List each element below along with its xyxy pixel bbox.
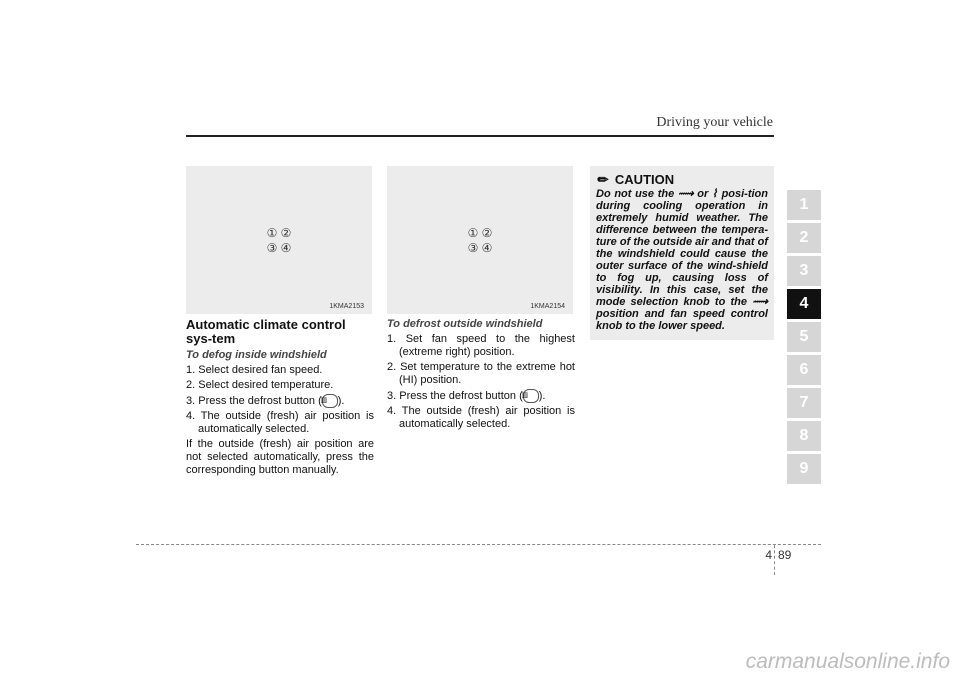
- figure-callouts-bottom: ③ ④: [266, 241, 292, 255]
- page-number: 89: [778, 548, 792, 562]
- chapter-tab-4[interactable]: 4: [787, 289, 821, 319]
- chapter-tab-9[interactable]: 9: [787, 454, 821, 484]
- chapter-number: 4: [765, 548, 772, 562]
- step-4: 4. The outside (fresh) air position is automatically selected.: [387, 405, 575, 430]
- pencil-icon: ✎: [593, 170, 613, 189]
- chapter-tab-2[interactable]: 2: [787, 223, 821, 253]
- caution-title: CAUTION: [614, 172, 675, 187]
- figure-code: 1KMA2153: [329, 303, 364, 310]
- caution-body: Do not use the ⟿ or ⌇ posi-tion during cooling operation in extremely humid weather. The difference between the tempera-ture of the outside air and that of the windshield could cause the outer surface of the wind-shield to fog up, causing loss of visibility. In this case, set the mode selection knob to the ⟿ position and fan speed control knob to the lower speed.: [596, 188, 768, 332]
- chapter-tabs: [787, 190, 821, 487]
- paragraph-note: If the outside (fresh) air position are not selected automatically, press the corresponding button manually.: [186, 438, 374, 476]
- chapter-tab-1[interactable]: 1: [787, 190, 821, 220]
- subheading-defog: To defog inside windshield: [186, 349, 327, 361]
- figure-callouts-top: ① ②: [266, 226, 292, 240]
- chapter-tab-5[interactable]: 5: [787, 322, 821, 352]
- figure-climate-panel-2: [387, 166, 573, 314]
- step-4: 4. The outside (fresh) air position is automatically selected.: [186, 410, 374, 435]
- watermark: carmanualsonline.info: [745, 650, 950, 673]
- defrost-icon: ▥: [523, 389, 539, 403]
- column-defog: [186, 318, 374, 477]
- chapter-tab-3[interactable]: 3: [787, 256, 821, 286]
- figure-climate-panel-1: [186, 166, 372, 314]
- chapter-tab-8[interactable]: 8: [787, 421, 821, 451]
- step-2: 2. Set temperature to the extreme hot (HI) position.: [387, 361, 575, 386]
- chapter-tab-7[interactable]: 7: [787, 388, 821, 418]
- step-3: 3. Press the defrost button (▥ ).: [186, 394, 345, 407]
- caution-box: [590, 166, 774, 340]
- defrost-icon: ▥: [322, 394, 338, 408]
- step-1: 1. Select desired fan speed.: [186, 364, 323, 376]
- section-heading: Automatic climate control sys-tem: [186, 317, 346, 346]
- figure-callouts-top: ① ②: [467, 226, 493, 240]
- chapter-tab-6[interactable]: 6: [787, 355, 821, 385]
- figure-callouts-bottom: ③ ④: [467, 241, 493, 255]
- subheading-defrost: To defrost outside windshield: [387, 318, 543, 330]
- figure-code: 1KMA2154: [530, 303, 565, 310]
- footer-rule: [136, 544, 821, 545]
- step-1: 1. Set fan speed to the highest (extreme right) position.: [387, 333, 575, 358]
- column-defrost: [387, 318, 575, 433]
- step-3: 3. Press the defrost button (▥ ).: [387, 389, 546, 402]
- footer-divider: [774, 545, 775, 575]
- running-header: Driving your vehicle: [656, 115, 773, 130]
- step-2: 2. Select desired temperature.: [186, 379, 334, 391]
- header-rule: [186, 135, 774, 137]
